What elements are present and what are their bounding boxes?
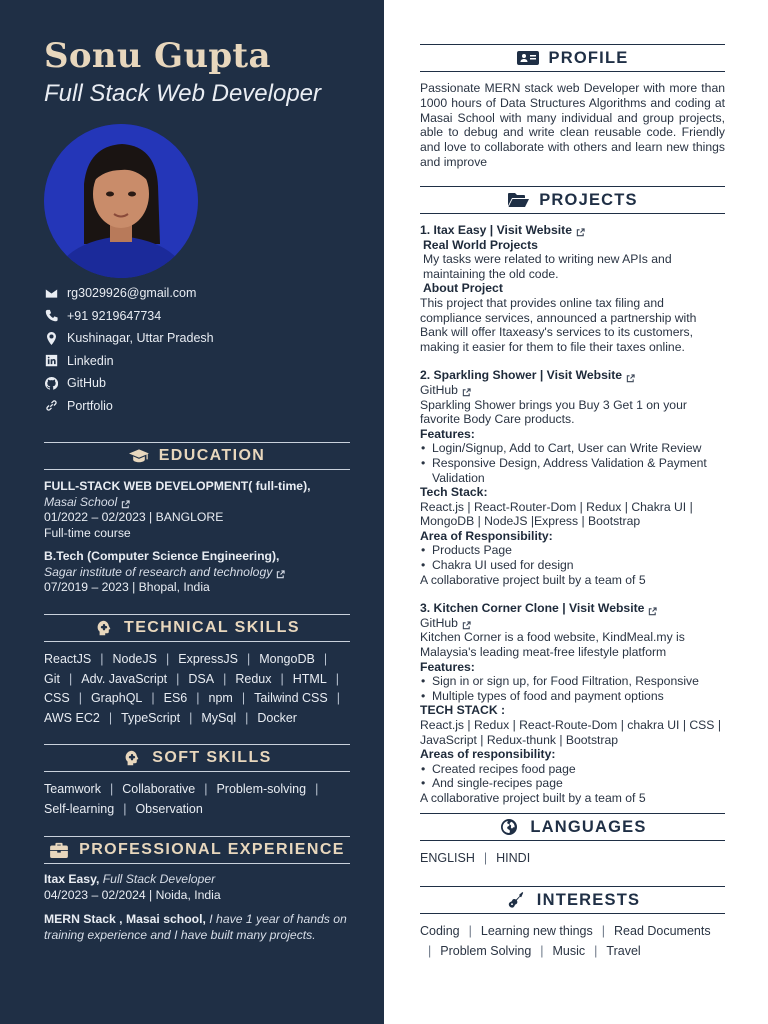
- skills-row: AWS EC2 | TypeScript | MySql | Docker: [44, 710, 297, 725]
- skills-row: Self-learning | Observation: [44, 801, 203, 816]
- languages-section: [420, 813, 725, 869]
- contact-location: Kushinagar, Uttar Pradesh: [44, 327, 344, 350]
- project-visit-link[interactable]: 1. Itax Easy | Visit Website: [420, 223, 572, 237]
- email-icon: [44, 286, 58, 300]
- profile-text: Passionate MERN stack web Developer with more than 1000 hours of Data Structures Algorithms and coding at Masai School with many individual and group projects, able to debug and write clean reusable code. Friendly and love to collaborate with others and learn new things and improve: [420, 81, 725, 169]
- languages-list: ENGLISH | HINDI: [420, 851, 531, 865]
- technical-skills-heading: TECHNICAL SKILLS: [44, 614, 350, 642]
- skills-row: ReactJS | NodeJS | ExpressJS | MongoDB |: [44, 652, 328, 666]
- experience-item: Itax Easy, Full Stack Developer 04/2023 – 02/2024 | Noida, India: [44, 872, 221, 902]
- interests-list: [420, 922, 725, 961]
- contact-linkedin[interactable]: Linkedin: [44, 350, 344, 373]
- github-link[interactable]: GitHub: [420, 382, 458, 397]
- feature-list: • Login/Signup, Add to Cart, User can Write Review • Responsive Design, Address Validation & Payment Validation: [420, 441, 725, 485]
- github-icon: [44, 376, 58, 390]
- project-visit-link[interactable]: 3. Kitchen Corner Clone | Visit Website: [420, 601, 645, 616]
- project-item: 2. Sparkling Shower | Visit Website GitHub Sparkling Shower brings you Buy 3 Get 1 on your favorite Body Care products. Features: • Login/Signup, Add to Cart, User can Write Review • Responsive Design, Address Validation & Payment Validation Tech Stack: React.js | React-Router-Dom | Redux | Chakra UI | MongoDB | NodeJS |Express | Bootstrap Area of Responsibility: • Products Page • Chakra UI used for design A collaborative project built by a team of 5: [420, 368, 725, 587]
- education-item: FULL-STACK WEB DEVELOPMENT( full-time), Masai School 01/2022 – 02/2023 | BANGLORE Full-time course: [44, 479, 311, 540]
- linkedin-icon: [44, 354, 58, 368]
- globe-icon: [498, 819, 520, 835]
- external-link-icon[interactable]: [576, 226, 585, 235]
- id-card-icon: [517, 50, 539, 66]
- project-item: 1. Itax Easy | Visit Website Real World Projects My tasks were related to writing new APIs and maintaining the old code. About Project This project that provides online tax filing and compliance services, announced a partnership with Bank will offer Itaxeasy's services to its customers, making it easier for them to file their taxes online.: [420, 223, 697, 354]
- technical-skills-section: [44, 614, 350, 728]
- interests-heading: INTERESTS: [420, 886, 725, 914]
- phone-icon: [44, 309, 58, 323]
- skills-row: Teamwork | Collaborative | Problem-solving |: [44, 782, 319, 796]
- education-heading: EDUCATION: [44, 442, 350, 470]
- responsibility-list: • Created recipes food page • And single-recipes page: [420, 762, 725, 791]
- languages-heading: LANGUAGES: [420, 813, 725, 841]
- external-link-icon[interactable]: [462, 386, 471, 395]
- contact-phone[interactable]: +91 9219647734: [44, 305, 344, 328]
- briefcase-icon: [49, 842, 69, 858]
- projects-section: [420, 186, 725, 806]
- feature-list: • Sign in or sign up, for Food Filtration, Responsive • Multiple types of food and payment options: [420, 674, 725, 703]
- experience-heading: PROFESSIONAL EXPERIENCE: [44, 836, 350, 864]
- external-link-icon[interactable]: [276, 568, 285, 577]
- external-link-icon[interactable]: [121, 498, 130, 507]
- responsibility-list: • Products Page • Chakra UI used for design: [420, 543, 725, 572]
- project-visit-link[interactable]: 2. Sparkling Shower | Visit Website: [420, 368, 623, 383]
- brain-icon: [94, 620, 114, 636]
- technical-skills-list: [44, 650, 350, 728]
- external-link-icon[interactable]: [626, 372, 635, 381]
- contact-github[interactable]: GitHub: [44, 372, 344, 395]
- github-link[interactable]: GitHub: [420, 615, 458, 630]
- graduation-cap-icon: [129, 448, 149, 464]
- external-link-icon[interactable]: [462, 619, 471, 628]
- folder-open-icon: [507, 192, 529, 208]
- skills-row: Git | Adv. JavaScript | DSA | Redux | HTML |: [44, 671, 340, 686]
- link-icon: [44, 399, 58, 413]
- contact-email[interactable]: rg3029926@gmail.com: [44, 282, 344, 305]
- education-item: B.Tech (Computer Science Engineering), Sagar institute of research and technology 07/2019 – 2023 | Bhopal, India: [44, 549, 350, 596]
- experience-item: MERN Stack , Masai school, I have 1 year of hands on training experience and I have built many projects.: [44, 912, 347, 942]
- soft-skills-section: [44, 744, 350, 819]
- profile-heading: PROFILE: [420, 44, 725, 72]
- candidate-name: Sonu Gupta: [44, 36, 271, 76]
- project-item: 3. Kitchen Corner Clone | Visit Website GitHub Kitchen Corner is a food website, KindMeal.my is Malaysia's leading meat-free lifestyle platform Features: • Sign in or sign up, for Food Filtration, Responsive • Multiple types of food and payment options TECH STACK : React.js | Redux | React-Route-Dom | chakra UI | CSS | JavaScript | Redux-thunk | Bootstrap Areas of responsibility: • Created recipes food page • And single-recipes page A collaborative project built by a team of 5: [420, 601, 725, 805]
- external-link-icon[interactable]: [648, 605, 657, 614]
- interests-section: [420, 886, 725, 961]
- contact-list: [44, 282, 344, 417]
- interests-row: | Problem Solving | Music | Travel: [428, 943, 641, 958]
- experience-section: [44, 836, 350, 943]
- avatar: [44, 124, 198, 278]
- brain-icon: [122, 750, 142, 766]
- education-section: [44, 442, 350, 596]
- interests-row: Coding | Learning new things | Read Documents: [420, 924, 711, 938]
- candidate-role: Full Stack Web Developer: [44, 80, 322, 107]
- soft-skills-heading: SOFT SKILLS: [44, 744, 350, 772]
- soft-skills-list: [44, 780, 350, 819]
- skills-row: CSS | GraphQL | ES6 | npm | Tailwind CSS |: [44, 691, 340, 705]
- location-icon: [44, 331, 58, 345]
- contact-portfolio[interactable]: Portfolio: [44, 395, 344, 418]
- profile-section: [420, 44, 725, 170]
- projects-heading: PROJECTS: [420, 186, 725, 214]
- guitar-icon: [505, 892, 527, 908]
